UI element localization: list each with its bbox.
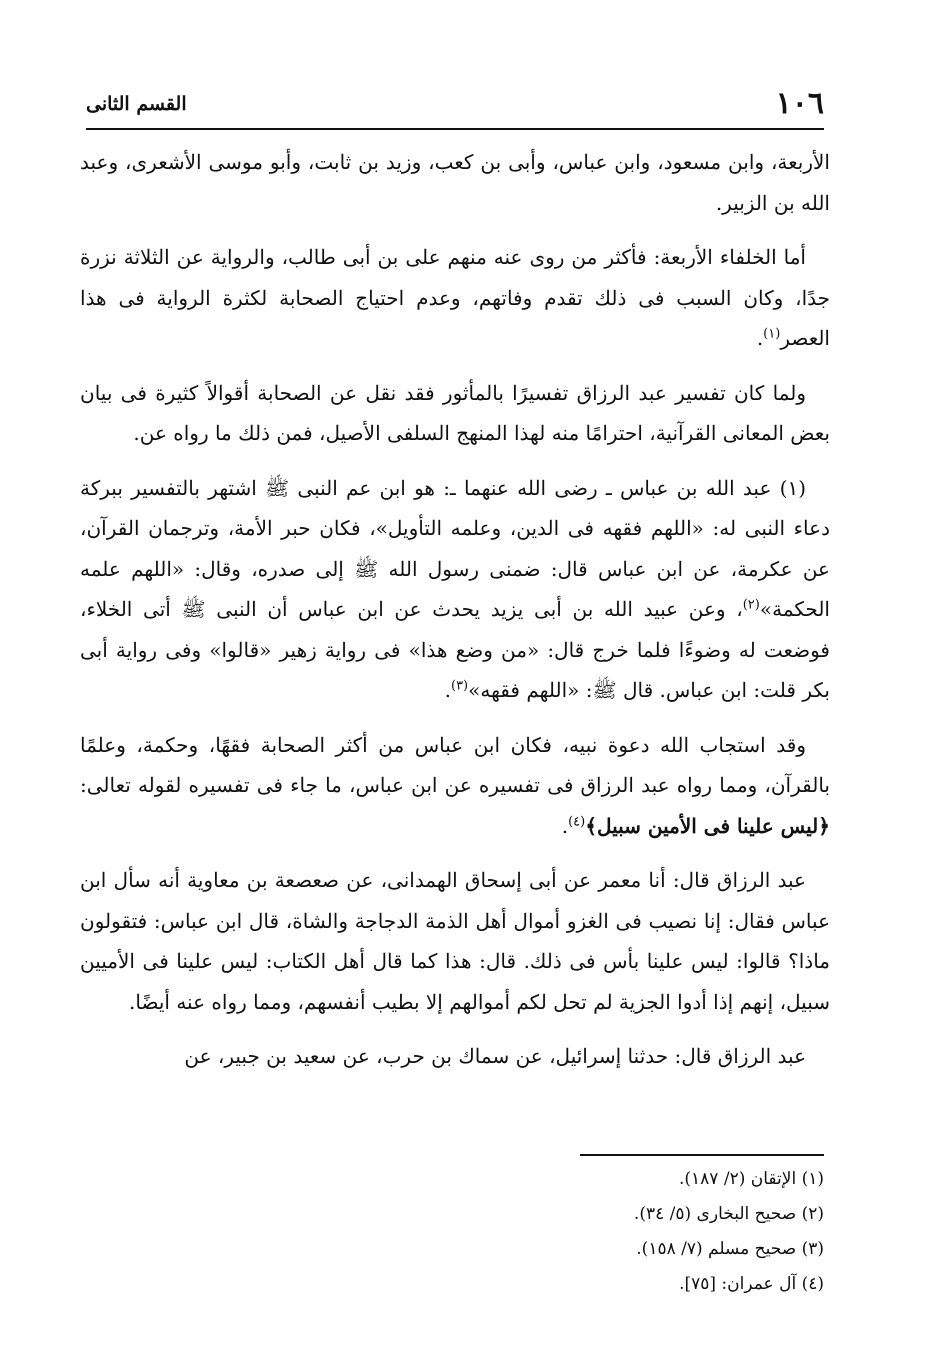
- paragraph-text: وقد استجاب الله دعوة نبيه، فكان ابن عباس من أكثر الصحابة فقهًا، وحكمة، وعلمًا بالقرآن، ومما رواه عبد الرزاق فى تفسيره عن ابن عباس، ما جاء فى تفسيره لقوله تعالى:: [80, 732, 830, 797]
- footnote-ref-4: (٤): [568, 813, 586, 829]
- paragraph-text: أما الخلفاء الأربعة: فأكثر من روى عنه منهم على بن أبى طالب، والرواية عن الثلاثة نزرة جدًا، وكان السبب فى ذلك تقدم وفاتهم، وعدم احتياج الصحابة لكثرة الرواية فى هذا العصر: [80, 245, 830, 350]
- paragraph-3: [80, 373, 830, 454]
- footnote-divider: [580, 1154, 824, 1156]
- paragraph-text: عبد الرزاق قال: أنا معمر عن أبى إسحاق الهمدانى، عن صعصعة بن معاوية أنه سأل ابن عباس فقال: إنا نصيب فى الغزو أموال أهل الذمة الدجاجة والشاة، قال ابن عباس: فتقولون ماذا؟ قالوا: ليس علينا بأس فى ذلك. قال: هذا كما قال أهل الكتاب: ليس علينا فى الأميين سبيل، إنهم إذا أدوا الجزية لم تحل لكم أموالهم إلا بطيب أنفسهم، ومما رواه عنه أيضًا.: [80, 868, 830, 1014]
- footnote-ref-2: (٢): [742, 597, 760, 613]
- paragraph-text: ولما كان تفسير عبد الرزاق تفسيرًا بالمأثور فقد نقل عن الصحابة أقوالاً كثيرة فى بيان بعض المعانى القرآنية، احترامًا منه لهذا المنهج السلفى الأصيل، فمن ذلك ما رواه عن.: [80, 380, 830, 445]
- paragraph-4: [80, 468, 830, 711]
- paragraph-end: .: [561, 813, 569, 838]
- paragraph-end: .: [756, 326, 764, 350]
- paragraph-1: [80, 142, 830, 223]
- body-text: [80, 142, 830, 1091]
- section-title: القسم الثانى: [86, 93, 187, 115]
- page-header: [86, 84, 824, 130]
- quran-verse: ﴿ليس علينا فى الأمين سبيل﴾: [585, 813, 830, 838]
- footnote-ref-3: (٣): [450, 678, 469, 694]
- paragraph-text: عبد الرزاق قال: حدثنا إسرائيل، عن سماك بن حرب، عن سعيد بن جبير، عن: [184, 1044, 806, 1068]
- footnote-3: (٣) صحيح مسلم (٧/ ١٥٨).: [636, 1239, 824, 1259]
- paragraph-5: [80, 725, 830, 847]
- footnote-1: (١) الإتقان (٢/ ١٨٧).: [678, 1169, 824, 1189]
- footnote-ref-1: (١): [763, 326, 781, 342]
- paragraph-6: [80, 860, 830, 1022]
- paragraph-text-cont: ، وعن عبيد الله بن أبى يزيد يحدث عن ابن عباس أن النبى ﷺ أتى الخلاء، فوضعت له وضوءًا فلما خرج قال: «من وضع هذا» فى رواية زهير «قالوا» وفى رواية أبى بكر قلت: ابن عباس. قال ﷺ: «اللهم فقهه»: [80, 597, 830, 702]
- footnote-4: (٤) آل عمران: [٧٥].: [679, 1274, 824, 1294]
- footnotes: [424, 1162, 824, 1302]
- page-number: ١٠٦: [775, 86, 824, 121]
- paragraph-end: .: [444, 678, 451, 702]
- paragraph-text: (١) عبد الله بن عباس ـ رضى الله عنهما ـ: هو ابن عم النبى ﷺ اشتهر بالتفسير ببركة دعاء النبى له: «اللهم فقهه فى الدين، وعلمه التأويل»، فكان حبر الأمة، وترجمان القرآن، عن عكرمة، عن ابن عباس قال: ضمنى رسول الله ﷺ إلى صدره، وقال: «اللهم علمه الحكمة»: [80, 475, 830, 621]
- footnote-2: (٢) صحيح البخارى (٥/ ٣٤).: [633, 1204, 824, 1224]
- paragraph-text: الأربعة، وابن مسعود، وابن عباس، وأبى بن كعب، وزيد بن ثابت، وأبو موسى الأشعرى، وعبد الله بن الزبير.: [80, 150, 830, 215]
- paragraph-7: [80, 1036, 830, 1077]
- paragraph-2: [80, 237, 830, 359]
